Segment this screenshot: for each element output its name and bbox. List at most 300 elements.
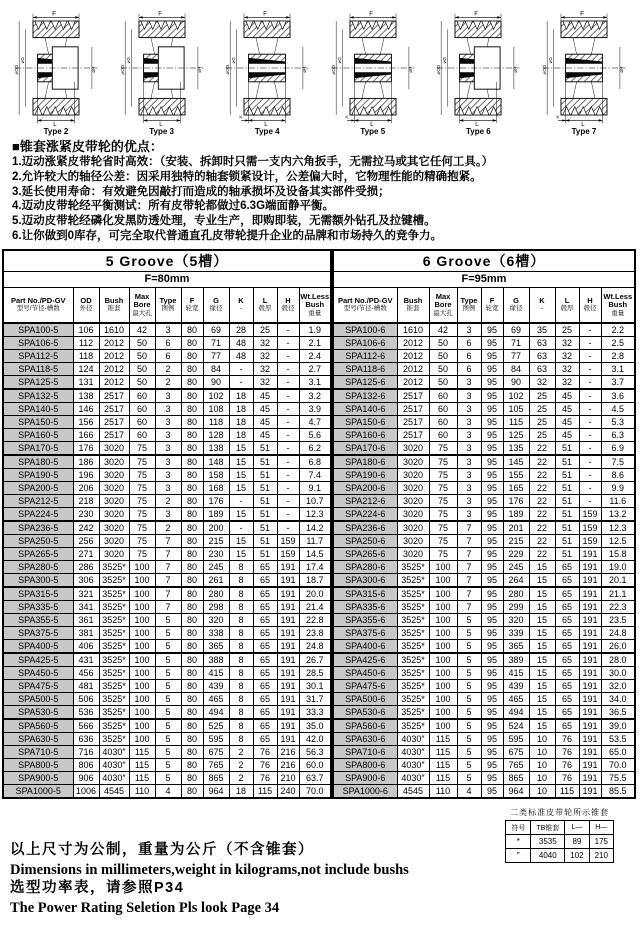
part-no-cell: SPA180-5: [3, 455, 73, 469]
column-header-cn: 重量: [308, 309, 322, 317]
od-cell: 242: [73, 521, 99, 535]
part-no-cell: SPA200-5: [3, 482, 73, 495]
footer-note-units-en: Dimensions in millimeters,weight in kilograms,not include bushs: [10, 861, 409, 878]
type-cell: 3: [155, 442, 181, 456]
h-cell: -: [277, 376, 299, 390]
bush-cell: 3525*: [397, 574, 429, 588]
dim-label-H: ⌀H: [619, 66, 625, 73]
bush-legend-table: [505, 820, 614, 863]
column-header-cn: 轮宽: [485, 305, 499, 313]
l-cell: 45: [253, 389, 277, 403]
h-cell: 191: [579, 601, 601, 614]
h-cell: 240: [277, 785, 299, 799]
groove6-table-row: [333, 759, 635, 772]
h-cell: 191: [579, 614, 601, 627]
f-cell: 80: [181, 521, 203, 535]
l-cell: 65: [253, 706, 277, 720]
bush-cell: 3525*: [397, 719, 429, 733]
part-no-cell: SPA500-5: [3, 693, 73, 706]
max-bore-cell: 115: [429, 746, 457, 759]
l-cell: 32: [253, 337, 277, 350]
k-cell: 22: [529, 495, 555, 508]
l-cell: 45: [555, 403, 579, 416]
od-cell: 431: [73, 653, 99, 667]
max-bore-cell: 100: [129, 653, 155, 667]
max-bore-cell: 75: [129, 495, 155, 508]
pulley-type-label: Type 6: [466, 127, 491, 136]
column-header-en: G: [513, 296, 519, 306]
l-cell: 65: [253, 627, 277, 640]
part-no-cell: SPA560-6: [333, 719, 397, 733]
type-cell: 7: [155, 587, 181, 601]
bush-cell: 2012: [397, 350, 429, 363]
bush-h-cell: 210: [589, 849, 613, 863]
max-bore-cell: 50: [429, 363, 457, 376]
bush-cell: 2012: [99, 376, 129, 390]
part-no-cell: SPA106-6: [333, 337, 397, 350]
dim-label-OD: ⌀OD: [541, 64, 547, 75]
bush-legend-body: [506, 835, 614, 863]
l-cell: 25: [253, 323, 277, 337]
pulley-drawings-strip: [0, 0, 640, 136]
part-no-cell: SPA475-5: [3, 680, 73, 693]
groove5-table-row: [3, 469, 331, 482]
column-header-cn: 锥套: [107, 305, 121, 313]
g-cell: 245: [503, 561, 529, 574]
bush-cell: 2012: [99, 363, 129, 376]
g-cell: 84: [203, 363, 229, 376]
part-no-cell: SPA315-5: [3, 587, 73, 601]
g-cell: 388: [203, 653, 229, 667]
k-cell: 15: [529, 706, 555, 720]
k-cell: 15: [529, 719, 555, 733]
h-cell: 191: [579, 561, 601, 574]
bush-cell: 4030″: [99, 746, 129, 759]
weight-cell: 28.0: [601, 653, 635, 667]
groove6-table-row: [333, 733, 635, 746]
type-cell: 6: [457, 363, 481, 376]
k-cell: 22: [529, 442, 555, 456]
h-cell: -: [277, 429, 299, 442]
h-cell: 191: [579, 640, 601, 654]
k-cell: 15: [529, 614, 555, 627]
max-bore-cell: 50: [429, 337, 457, 350]
groove5-table: [2, 249, 332, 800]
type-cell: 3: [457, 508, 481, 522]
h-cell: 191: [277, 719, 299, 733]
od-cell: 341: [73, 601, 99, 614]
part-no-cell: SPA300-6: [333, 574, 397, 588]
type-cell: 7: [457, 535, 481, 548]
column-header-cn: 毂径: [583, 305, 597, 313]
dim-label-G: ⌀G: [125, 57, 131, 64]
type-cell: 3: [457, 323, 481, 337]
bush-cell: 3525*: [99, 561, 129, 574]
max-bore-cell: 60: [429, 429, 457, 442]
bush-cell: 3525*: [99, 640, 129, 654]
h-cell: -: [277, 469, 299, 482]
weight-cell: 9.1: [299, 482, 331, 495]
column-header: [253, 287, 277, 323]
groove6-table-row: [333, 653, 635, 667]
bush-cell: 2517: [99, 416, 129, 429]
l-cell: 51: [253, 548, 277, 561]
k-cell: 10: [529, 746, 555, 759]
type-cell: 5: [155, 719, 181, 733]
g-cell: 158: [203, 469, 229, 482]
weight-cell: 70.0: [601, 759, 635, 772]
od-cell: 306: [73, 574, 99, 588]
column-header-en: F: [489, 296, 495, 306]
f-cell: 95: [481, 508, 503, 522]
bush-cell: 1610: [397, 323, 429, 337]
f-cell: 95: [481, 389, 503, 403]
bush-cell: 4030″: [397, 746, 429, 759]
weight-cell: 6.8: [299, 455, 331, 469]
column-header-cn: 最大孔: [132, 309, 152, 317]
weight-cell: 8.6: [601, 469, 635, 482]
h-cell: 191: [579, 785, 601, 799]
max-bore-cell: 100: [129, 561, 155, 574]
column-header: [555, 287, 579, 323]
type-cell: 7: [155, 574, 181, 588]
g-cell: 128: [203, 429, 229, 442]
groove5-table-row: [3, 429, 331, 442]
max-bore-cell: 100: [429, 680, 457, 693]
k-cell: -: [229, 376, 253, 390]
bush-cell: 2012: [397, 376, 429, 390]
k-cell: 63: [529, 363, 555, 376]
f-cell: 80: [181, 495, 203, 508]
part-no-cell: SPA450-5: [3, 667, 73, 680]
part-no-cell: SPA112-6: [333, 350, 397, 363]
g-cell: 176: [503, 495, 529, 508]
bush-cell: 3020: [99, 535, 129, 548]
column-header-cn: 轮宽: [185, 305, 199, 313]
max-bore-cell: 60: [429, 389, 457, 403]
column-header-en: H: [285, 296, 291, 306]
l-cell: 51: [555, 508, 579, 522]
k-cell: 18: [229, 403, 253, 416]
h-cell: -: [277, 403, 299, 416]
l-cell: 32: [253, 376, 277, 390]
l-cell: 65: [555, 627, 579, 640]
l-cell: 65: [555, 680, 579, 693]
column-header-en: K: [539, 296, 545, 306]
h-cell: 191: [277, 614, 299, 627]
bush-cell: 4545: [99, 785, 129, 799]
f-cell: 80: [181, 482, 203, 495]
groove5-table-row: [3, 548, 331, 561]
weight-cell: 75.5: [601, 772, 635, 785]
f-cell: 95: [481, 535, 503, 548]
dim-label-F: F: [580, 11, 584, 18]
bush-cell: 1610: [99, 323, 129, 337]
groove5-table-row: [3, 482, 331, 495]
bush-cell: 3525*: [397, 640, 429, 654]
type-cell: 3: [457, 376, 481, 390]
g-cell: 189: [503, 508, 529, 522]
max-bore-cell: 100: [129, 614, 155, 627]
part-no-cell: SPA250-5: [3, 535, 73, 548]
part-no-cell: SPA118-5: [3, 363, 73, 376]
type-cell: 5: [457, 640, 481, 654]
type-cell: 2: [155, 363, 181, 376]
groove5-table-row: [3, 323, 331, 337]
groove6-table-row: [333, 521, 635, 535]
bush-cell: 3020: [397, 455, 429, 469]
bush-cell: 3525*: [99, 601, 129, 614]
k-cell: 18: [229, 785, 253, 799]
dim-label-G: ⌀G: [442, 57, 448, 64]
max-bore-cell: 75: [429, 535, 457, 548]
column-header-cn: -: [239, 305, 243, 313]
bush-cell: 3525*: [99, 693, 129, 706]
h-cell: -: [277, 442, 299, 456]
part-no-cell: SPA190-5: [3, 469, 73, 482]
groove5-table-row: [3, 535, 331, 548]
od-cell: 716: [73, 746, 99, 759]
type-cell: 6: [457, 350, 481, 363]
weight-cell: 15.8: [601, 548, 635, 561]
column-header-en: Max Bore: [434, 291, 452, 310]
h-cell: 159: [579, 521, 601, 535]
k-cell: 25: [529, 403, 555, 416]
column-header: [481, 287, 503, 323]
max-bore-cell: 115: [129, 759, 155, 772]
weight-cell: 10.7: [299, 495, 331, 508]
max-bore-cell: 100: [129, 587, 155, 601]
type-cell: 5: [457, 733, 481, 746]
weight-cell: 22.3: [601, 601, 635, 614]
od-cell: 106: [73, 323, 99, 337]
weight-cell: 30.1: [299, 680, 331, 693]
weight-cell: 20.0: [299, 587, 331, 601]
groove5-table-row: [3, 521, 331, 535]
bush-cell: 3525*: [397, 561, 429, 574]
k-cell: 15: [229, 442, 253, 456]
groove5-table-row: [3, 363, 331, 376]
spec-tables: [2, 249, 638, 800]
bush-cell: 3525*: [397, 614, 429, 627]
max-bore-cell: 100: [129, 667, 155, 680]
max-bore-cell: 115: [429, 772, 457, 785]
k-cell: 8: [229, 574, 253, 588]
groove5-table-row: [3, 746, 331, 759]
column-header: [181, 287, 203, 323]
f-cell: 80: [181, 376, 203, 390]
g-cell: 675: [503, 746, 529, 759]
weight-cell: 33.3: [299, 706, 331, 720]
column-header: [503, 287, 529, 323]
od-cell: 286: [73, 561, 99, 574]
h-cell: 191: [579, 772, 601, 785]
weight-cell: 32.0: [601, 680, 635, 693]
f-cell: 80: [181, 653, 203, 667]
h-cell: -: [277, 323, 299, 337]
column-header: [429, 287, 457, 323]
weight-cell: 9.9: [601, 482, 635, 495]
bush-cell: 4030″: [397, 759, 429, 772]
g-cell: 365: [503, 640, 529, 654]
max-bore-cell: 110: [129, 785, 155, 799]
bush-cell: 2012: [397, 363, 429, 376]
h-cell: 191: [579, 627, 601, 640]
max-bore-cell: 50: [129, 337, 155, 350]
column-header-en: Wt.Less Bush: [300, 291, 330, 310]
weight-cell: 31.7: [299, 693, 331, 706]
h-cell: 191: [277, 627, 299, 640]
f-cell: 80: [181, 403, 203, 416]
weight-cell: 35.0: [299, 719, 331, 733]
column-header: [73, 287, 99, 323]
f-cell: 95: [481, 469, 503, 482]
h-cell: -: [579, 442, 601, 456]
k-cell: 8: [229, 653, 253, 667]
k-cell: 8: [229, 627, 253, 640]
bush-cell: 2012: [397, 337, 429, 350]
h-cell: 191: [579, 746, 601, 759]
g-cell: 125: [503, 429, 529, 442]
k-cell: 25: [529, 429, 555, 442]
dim-label-OD: ⌀OD: [224, 64, 230, 75]
g-cell: 280: [503, 587, 529, 601]
k-cell: 15: [529, 640, 555, 654]
part-no-cell: SPA224-6: [333, 508, 397, 522]
l-cell: 45: [253, 403, 277, 416]
type-cell: 3: [155, 323, 181, 337]
bush-cell: 3020: [99, 442, 129, 456]
pulley-figure: [217, 10, 317, 136]
max-bore-cell: 100: [129, 574, 155, 588]
dim-label-F: F: [52, 11, 56, 18]
f-cell: 95: [481, 667, 503, 680]
g-cell: 264: [503, 574, 529, 588]
h-cell: 216: [277, 746, 299, 759]
h-cell: -: [579, 455, 601, 469]
od-cell: 196: [73, 469, 99, 482]
dim-label-G: ⌀G: [231, 57, 237, 64]
g-cell: 165: [503, 482, 529, 495]
k-cell: 15: [229, 469, 253, 482]
bush-cell: 3525*: [397, 693, 429, 706]
bush-cell: 2517: [397, 389, 429, 403]
l-cell: 76: [555, 759, 579, 772]
l-cell: 32: [555, 363, 579, 376]
pulley-figure: [6, 10, 106, 136]
column-header-en: L: [262, 296, 268, 306]
l-cell: 65: [253, 574, 277, 588]
column-header-cn: -: [540, 305, 544, 313]
column-header-en: Type: [460, 296, 478, 306]
bush-cell: 2012: [99, 337, 129, 350]
bush-legend-row: [506, 835, 614, 849]
max-bore-cell: 100: [429, 706, 457, 720]
weight-cell: 13.2: [601, 508, 635, 522]
k-cell: 8: [229, 680, 253, 693]
weight-cell: 19.0: [601, 561, 635, 574]
weight-cell: 70.0: [299, 785, 331, 799]
type-cell: 7: [457, 548, 481, 561]
part-no-cell: SPA236-5: [3, 521, 73, 535]
part-no-cell: SPA250-6: [333, 535, 397, 548]
f-cell: 80: [181, 746, 203, 759]
groove6-table-row: [333, 614, 635, 627]
type-cell: 3: [457, 442, 481, 456]
groove6-table-row: [333, 680, 635, 693]
h-cell: -: [277, 350, 299, 363]
h-cell: 191: [579, 653, 601, 667]
f-cell: 95: [481, 640, 503, 654]
l-cell: 76: [555, 772, 579, 785]
l-cell: 65: [555, 601, 579, 614]
column-header: [99, 287, 129, 323]
od-cell: 131: [73, 376, 99, 390]
max-bore-cell: 100: [129, 627, 155, 640]
k-cell: 63: [529, 350, 555, 363]
groove6-body: [333, 323, 635, 798]
l-cell: 51: [253, 535, 277, 548]
column-header-en: Part No./PD-GV: [10, 296, 66, 306]
groove6-table-row: [333, 482, 635, 495]
od-cell: 456: [73, 667, 99, 680]
g-cell: 215: [503, 535, 529, 548]
column-header-cn: 重量: [611, 309, 625, 317]
g-cell: 229: [503, 548, 529, 561]
g-cell: 964: [203, 785, 229, 799]
groove5-title: 5 Groove（5槽）: [3, 250, 331, 272]
f-cell: 95: [481, 574, 503, 588]
bush-cell: 4030″: [397, 733, 429, 746]
weight-cell: 60.0: [299, 759, 331, 772]
od-cell: 361: [73, 614, 99, 627]
max-bore-cell: 100: [129, 601, 155, 614]
groove6-table-row: [333, 772, 635, 785]
od-cell: 806: [73, 759, 99, 772]
part-no-cell: SPA180-6: [333, 455, 397, 469]
k-cell: 15: [229, 535, 253, 548]
max-bore-cell: 100: [429, 667, 457, 680]
groove5-table-row: [3, 442, 331, 456]
weight-cell: 12.3: [299, 508, 331, 522]
g-cell: 145: [503, 455, 529, 469]
f-cell: 95: [481, 587, 503, 601]
part-no-cell: SPA280-6: [333, 561, 397, 574]
k-cell: 8: [229, 640, 253, 654]
weight-cell: 85.5: [601, 785, 635, 799]
groove6-table-row: [333, 601, 635, 614]
g-cell: 215: [203, 535, 229, 548]
l-cell: 45: [555, 429, 579, 442]
max-bore-cell: 60: [129, 429, 155, 442]
l-cell: 51: [555, 495, 579, 508]
column-header-en: G: [213, 296, 219, 306]
groove5-table-row: [3, 719, 331, 733]
column-header: [277, 287, 299, 323]
max-bore-cell: 75: [129, 535, 155, 548]
l-cell: 65: [253, 640, 277, 654]
f-cell: 80: [181, 350, 203, 363]
bush-cell: 4030″: [99, 759, 129, 772]
g-cell: 595: [503, 733, 529, 746]
g-cell: 135: [503, 442, 529, 456]
f-cell: 95: [481, 719, 503, 733]
l-cell: 76: [555, 746, 579, 759]
type-cell: 5: [457, 693, 481, 706]
l-cell: 65: [555, 706, 579, 720]
l-cell: 65: [555, 693, 579, 706]
part-no-cell: SPA710-5: [3, 746, 73, 759]
